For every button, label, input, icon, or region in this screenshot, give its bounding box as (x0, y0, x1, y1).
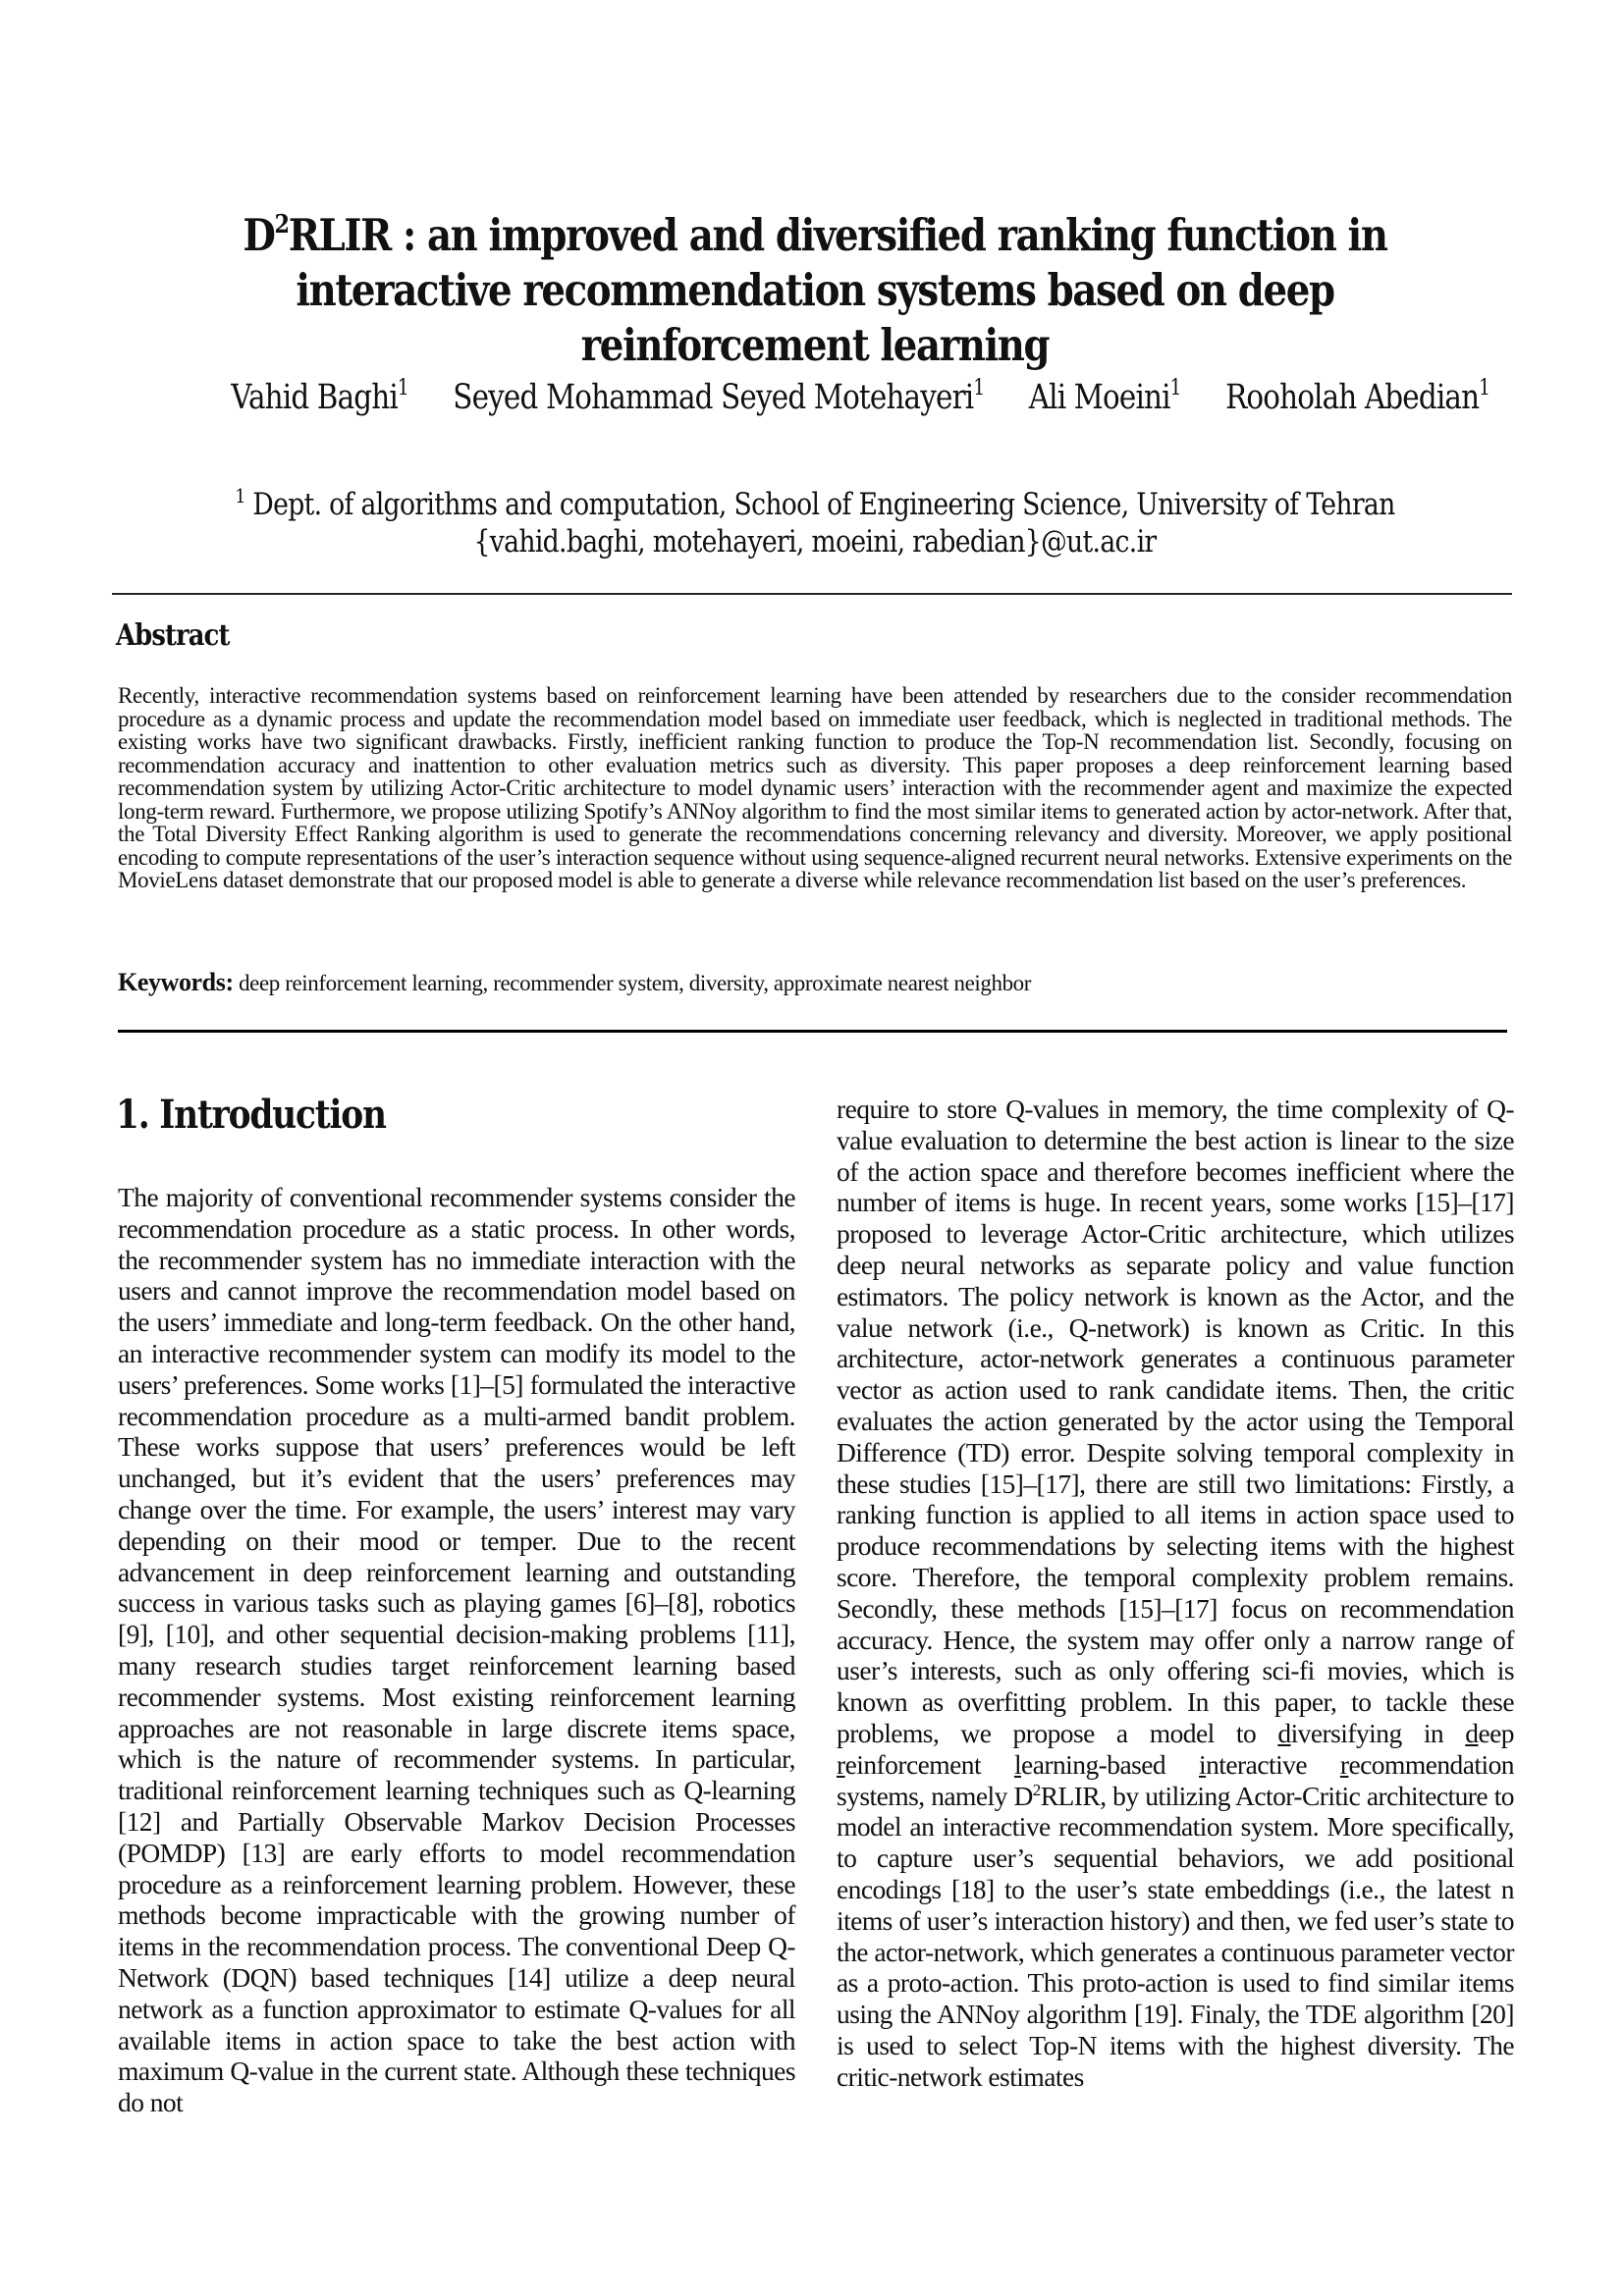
title-rest: RLIR : an improved and diversified ranking function in interactive recommendation systems based on deep reinforcement learning (288, 209, 1387, 371)
keywords-label: Keywords: (118, 968, 234, 996)
abstract-text: Recently, interactive recommendation systems based on reinforcement learning have been attended by researchers due to the consider recommendation procedure as a dynamic process and update the recommendation model based on immediate user feedback, which is neglected in traditional methods. The existing works have two significant drawbacks. Firstly, inefficient ranking function to produce the Top-N recommendation list. Secondly, focusing on recommendation accuracy and inattention to other evaluation metrics such as diversity. This paper proposes a deep reinforcement learning based recommendation system by utilizing Actor-Critic architecture to model dynamic users’ interaction with the recommender agent and maximize the expected long-term reward. Furthermore, we propose utilizing Spotify’s ANNoy algorithm to find the most similar items to generated action by actor-network. After that, the Total Diversity Effect Ranking algorithm is used to generate the recommendations concerning relevancy and diversity. Moreover, we apply positional encoding to compute representations of the user’s interaction sequence without using sequence-aligned recurrent neural networks. Extensive experiments on the MovieLens dataset demonstrate that our proposed model is able to generate a diverse while relevance recommendation list based on the user’s preferences. (118, 683, 1512, 892)
keywords-list: deep reinforcement learning, recommender system, diversity, approximate nearest neighbor (233, 971, 1032, 995)
intro-right-text: RLIR, by utilizing Actor-Critic architecture to model an interactive recommendation system. More specifically, to capture user’s sequential behaviors, we add positional encodings [18] to the user’s state embeddings (i.e., the latest n items of user’s interaction history) and then, we fed user’s state to the actor-network, which generates a continuous parameter vector as a proto-action. This proto-action is used to find similar items using the ANNoy algorithm [19]. Finaly, the TDE algorithm [20] is used to select Top-N items with the highest diversity. The critic-network estimates (837, 1780, 1514, 2092)
acronym-word (837, 1749, 1014, 1780)
author-name: Seyed Mohammad Seyed Motehayeri (453, 378, 974, 417)
acronym-rest: nteractive (1206, 1748, 1340, 1780)
author-name: Vahid Baghi (231, 378, 398, 417)
intro-left-column: The majority of conventional recommender systems consider the recommendation procedure as a static process. In other words, the recommender system has no immediate interaction with the users and cannot improve the recommendation model based on the users’ immediate and long-term feedback. On the other hand, an interactive recommender system can modify its model to the users’ preferences. Some works [1]–[5] formulated the interactive recommendation procedure as a multi-armed bandit problem. These works suppose that users’ preferences would be left unchanged, but it’s evident that the users’ preferences may change over the time. For example, the users’ interest may vary depending on their mood or temper. Due to the recent advancement in deep reinforcement learning and outstanding success in various tasks such as playing games [6]–[8], robotics [9], [10], and other sequential decision-making problems [11], many research studies target reinforcement learning based recommender systems. Most existing reinforcement learning approaches are not reasonable in large discrete items space, which is the nature of recommender systems. In particular, traditional reinforcement learning techniques such as Q-learning [12] and Partially Observable Markov Decision Processes (POMDP) [13] are early efforts to model recommendation procedure as a reinforcement learning problem. However, these methods become impracticable with the growing number of items in the recommendation process. The conventional Deep Q-Network (DQN) based techniques [14] utilize a deep neural network as a function approximator to estimate Q-values for all available items in action space to take the best action with maximum Q-value in the current state. Although these techniques do not (118, 1182, 795, 2118)
acronym-word (1340, 1749, 1514, 1780)
author (453, 378, 984, 417)
divider-bottom (118, 1030, 1507, 1033)
acronym-letter: i (1199, 1748, 1207, 1780)
author (1225, 378, 1489, 417)
abstract-heading: Abstract (116, 618, 230, 653)
author-name: Rooholah Abedian (1225, 378, 1480, 417)
author-emails: {vahid.baghi, motehayeri, moeini, rabedian}@ut.ac.ir (473, 524, 1157, 560)
section-heading-introduction: 1. Introduction (116, 1092, 386, 1138)
author-affil-marker: 1 (397, 376, 408, 400)
title-superscript: 2 (274, 210, 289, 240)
model-name-superscript: 2 (1032, 1780, 1041, 1799)
keywords (118, 970, 1512, 996)
acronym-rest: eep (1478, 1717, 1514, 1748)
acronym-rest: ecommendation (1348, 1748, 1514, 1780)
acronym-word (1199, 1749, 1340, 1780)
affiliation (198, 486, 1432, 561)
author-name: Ali Moeini (1028, 378, 1170, 417)
title-prefix: D (243, 209, 275, 261)
acronym-rest: earning-based (1021, 1748, 1200, 1780)
affiliation-marker: 1 (235, 484, 245, 507)
acronym-rest: iversifying in (1290, 1717, 1466, 1748)
acronym-word (1465, 1718, 1514, 1748)
affiliation-text: Dept. of algorithms and computation, School of Engineering Science, University of Tehran (244, 487, 1395, 522)
divider-top (112, 593, 1512, 595)
author-affil-marker: 1 (973, 376, 985, 400)
author-affil-marker: 1 (1169, 376, 1181, 400)
author (1029, 378, 1181, 417)
acronym-word (1277, 1718, 1465, 1748)
author-list (213, 376, 1490, 419)
acronym-letter: d (1277, 1717, 1291, 1748)
intro-right-column (837, 1094, 1514, 2093)
acronym-rest: einforcement (844, 1748, 1014, 1780)
acronym-letter: l (1013, 1748, 1022, 1780)
acronym-letter: d (1465, 1717, 1479, 1748)
intro-right-text: require to store Q-values in memory, the time complexity of Q-value evaluation to determine the best action is linear to the size of the action space and therefore becomes inefficient where the number of items is huge. In recent years, some works [15]–[17] proposed to leverage Actor-Critic architecture, which utilizes deep neural networks as separate policy and value function estimators. The policy network is known as the Actor, and the value network (i.e., Q-network) is known as Critic. In this architecture, actor-network generates a continuous parameter vector as action used to rank candidate items. Then, the critic evaluates the action generated by the actor using the Temporal Difference (TD) error. Despite solving temporal complexity in these studies [15]–[17], there are still two limitations: Firstly, a ranking function is applied to all items in action space used to produce recommendations by selecting items with the highest score. Therefore, the temporal complexity problem remains. Secondly, these methods [15]–[17] focus on recommendation accuracy. Hence, the system may offer only a narrow range of user’s interests, such as only offering sci-fi movies, which is known as overfitting problem. In this paper, to tackle these problems, we propose a model to (837, 1094, 1514, 1748)
acronym-word (1014, 1749, 1199, 1780)
affiliation-line (198, 486, 1432, 523)
acronym-letter: r (837, 1748, 845, 1780)
intro-right-text: systems, namely D (837, 1780, 1033, 1811)
author (231, 378, 408, 417)
paper-title (198, 208, 1432, 373)
acronym-letter: r (1339, 1748, 1349, 1780)
author-affil-marker: 1 (1479, 376, 1490, 400)
